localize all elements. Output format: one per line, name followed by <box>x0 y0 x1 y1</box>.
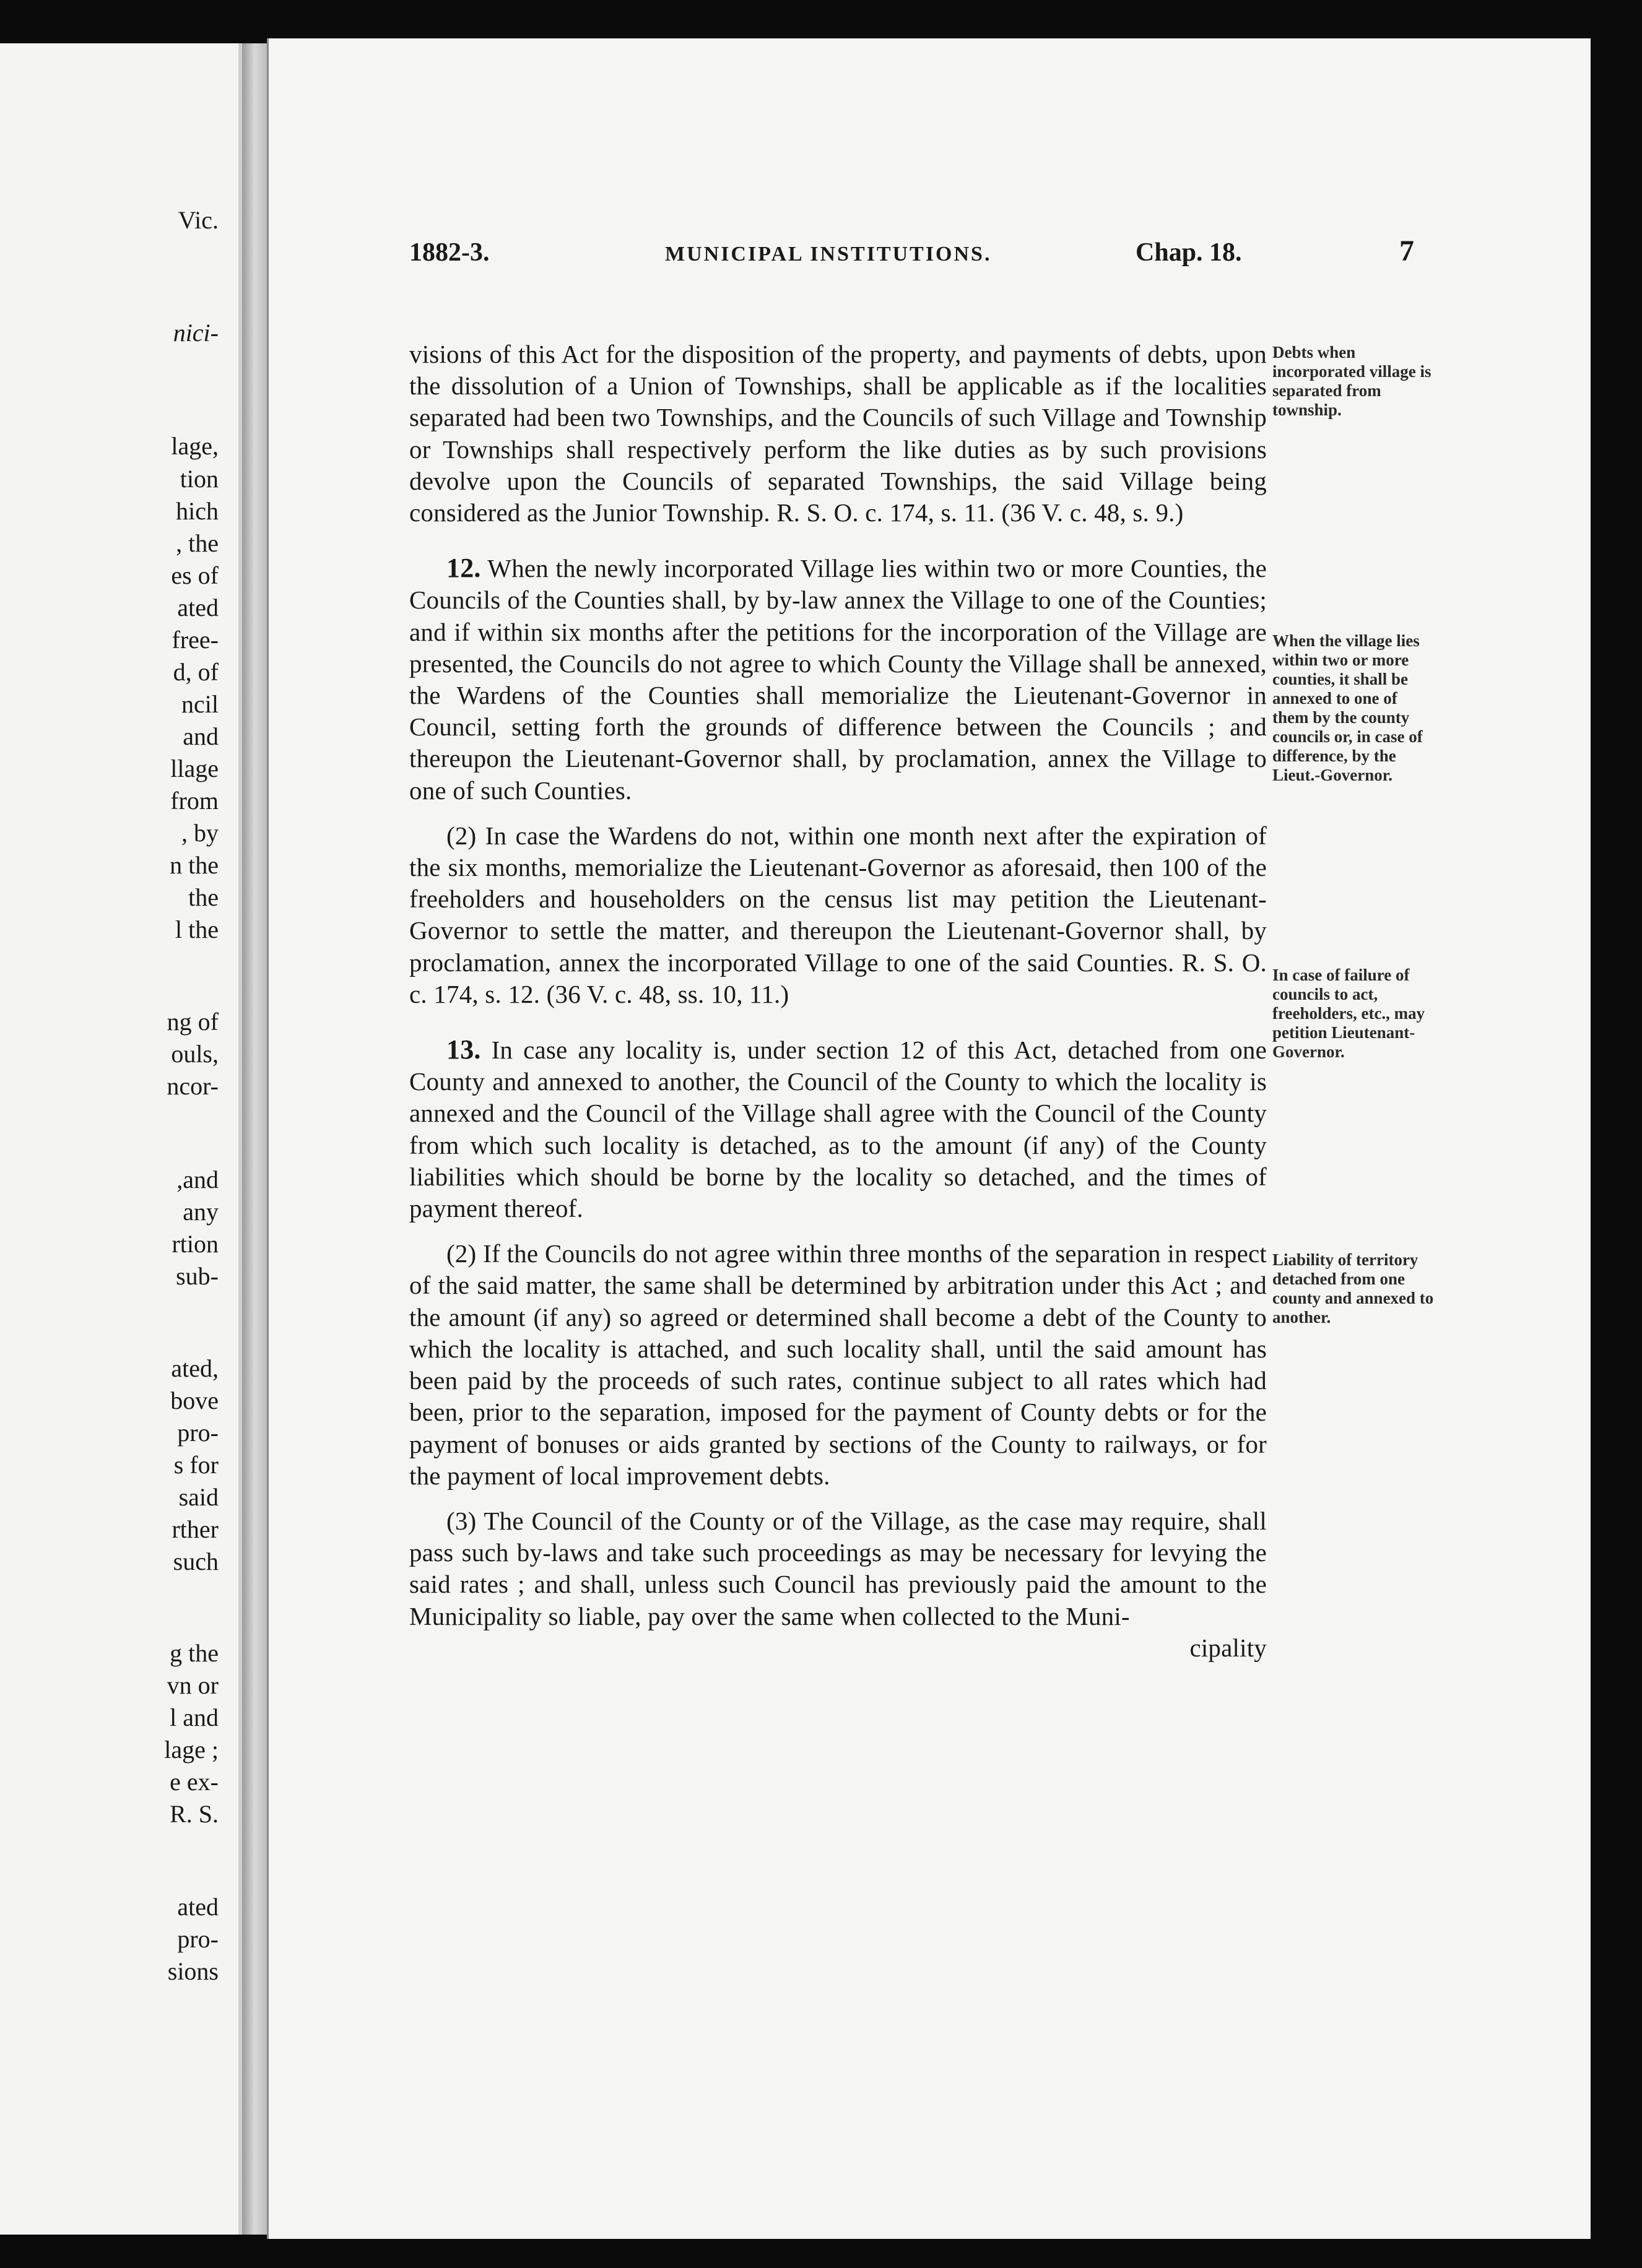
left-page-text-fragment: l and <box>170 1703 219 1731</box>
section-text: In case any locality is, under section 12 of this Act, detached from one County and annexed to another, the Council of the County to which the locality is annexed and the Council of the Village shall agree with the Council of the County from which such locality is detached, as to the amount (if any) of the County liabilities which should be borne by the locality so detached, and the times of payment thereof. <box>409 1036 1267 1223</box>
left-page-text-fragment: such <box>173 1547 219 1575</box>
left-page-text-fragment: , the <box>176 529 219 557</box>
section-13-subsection-3: (3) The Council of the County or of the Village, as the case may require, shall pass such by-laws and take such proceedings as may be necessary for levying the said rates ; and shall, unless such Council has previously paid the amount to the Municipality so liable, pay over the same when collected to the Muni- <box>409 1506 1267 1630</box>
catchword: cipality <box>1189 1633 1267 1662</box>
left-page-text-fragment: hich <box>176 497 219 525</box>
left-page-text-fragment: pro- <box>177 1419 219 1447</box>
left-page-text-fragment: pro- <box>177 1925 219 1953</box>
left-page-text-fragment: es of <box>171 561 219 589</box>
left-page-text-fragment: ouls, <box>171 1040 219 1068</box>
left-page-text-fragment: nici- <box>173 319 219 347</box>
section-text: When the newly incorporated Village lies within two or more Counties, the Councils of the Counties shall, by by-law annex the Village to one of the Counties; and if within six months after the petitions for the incorporation of the Village are presented, the Councils do not agree to which County the Village shall be annexed, the Wardens of the Counties shall memorialize the Lieutenant-Governor in Council, setting forth the grounds of difference between the Councils ; and thereupon the Lieutenant-Governor shall, by proclamation, annex the Village to one of such Counties. <box>409 554 1267 805</box>
header-year: 1882-3. <box>409 238 490 267</box>
paragraph-continued: visions of this Act for the disposition of the property, and payments of debts, upon the dissolution of a Union of Townships, shall be applicable as if the localities separated had been two Townships, and the Councils of such Village and Township or Townships shall respectively perform the like duties as by such provisions devolve upon the Councils of separated Townships, the said Village being considered as the Junior Township. R. S. O. c. 174, s. 11. (36 V. c. 48, s. 9.) <box>409 340 1267 527</box>
section-number: 13. <box>446 1034 481 1065</box>
left-page-text-fragment: R. S. <box>170 1800 219 1828</box>
left-page-text-fragment: tion <box>180 465 219 493</box>
left-page-text-fragment: ncil <box>181 690 219 718</box>
left-page-text-fragment: free- <box>172 626 219 654</box>
left-page-text-fragment: lage, <box>171 432 219 460</box>
margin-note: Liability of territory detached from one county and annexed to another. <box>1272 1250 1434 1327</box>
book-gutter <box>242 43 267 2235</box>
header-title: MUNICIPAL INSTITUTIONS. <box>665 243 992 266</box>
header-chapter: Chap. 18. <box>1136 238 1242 267</box>
left-page-text-fragment: rtion <box>172 1230 219 1258</box>
left-page-text-fragment: ated <box>177 1893 219 1921</box>
margin-note: When the village lies within two or more counties, it shall be annexed to one of them by the county councils or, in case of difference, by the Lieut.-Governor. <box>1272 631 1423 784</box>
left-page-text-fragment: d, of <box>173 658 219 686</box>
section-number: 12. <box>446 553 481 584</box>
page-number: 7 <box>1399 235 1414 267</box>
left-page-text-fragment: bove <box>170 1387 219 1414</box>
left-page-text-fragment: n the <box>170 851 219 879</box>
margin-note: Debts when incorporated village is separated from township. <box>1272 343 1431 419</box>
left-page-text-fragment: said <box>178 1483 219 1511</box>
left-page-text-fragment: s for <box>173 1451 219 1479</box>
body-text <box>409 339 1267 1664</box>
left-page-text-fragment: from <box>170 787 219 815</box>
left-page-text-fragment: sions <box>167 1957 219 1985</box>
left-page-text-fragment: llage <box>170 755 219 782</box>
left-page-text-fragment: lage ; <box>164 1736 219 1764</box>
left-page-text-fragment: any <box>183 1198 219 1226</box>
section-13 <box>409 1034 1267 1224</box>
previous-page-fragment <box>0 43 242 2235</box>
page <box>267 38 1591 2239</box>
margin-note: In case of failure of councils to act, freeholders, etc., may petition Lieutenant-Governor. <box>1272 966 1425 1061</box>
left-page-text-fragment: ng of <box>167 1008 219 1036</box>
left-page-text-fragment: Vic. <box>178 206 219 234</box>
section-12-subsection-2: (2) In case the Wardens do not, within one month next after the expiration of the six months, memorialize the Lieutenant-Governor as aforesaid, then 100 of the freeholders and householders on the census list may petition the Lieutenant-Governor to settle the matter, and thereupon the Lieutenant-Governor shall, by proclamation, annex the incorporated Village to one of the said Counties. R. S. O. c. 174, s. 12. (36 V. c. 48, ss. 10, 11.) <box>409 821 1267 1008</box>
left-page-text-fragment: the <box>188 883 219 911</box>
left-page-text-fragment: ated <box>177 594 219 621</box>
section-13-subsection-2: (2) If the Councils do not agree within three months of the separation in respect of the said matter, the same shall be determined by arbitration under this Act ; and the amount (if any) so agreed or determined shall become a debt of the County to which the locality is attached, and such locality shall, until the said amount has been paid by the proceeds of such rates, continue subject to all rates which had been, prior to the separation, imposed for the payment of County debts or for the payment of bonuses or aids granted by sections of the County to railways, or for the payment of local improvement debts. <box>409 1239 1267 1490</box>
left-page-text-fragment: , by <box>181 819 219 847</box>
left-page-text-fragment: ,and <box>176 1166 219 1193</box>
left-page-text-fragment: e ex- <box>170 1768 219 1796</box>
section-12 <box>409 552 1267 807</box>
left-page-text-fragment: l the <box>175 915 219 943</box>
left-page-text-fragment: ncor- <box>167 1072 219 1100</box>
left-page-text-fragment: ated, <box>171 1354 219 1382</box>
left-page-text-fragment: g the <box>170 1639 219 1667</box>
left-page-text-fragment: rther <box>172 1515 219 1543</box>
left-page-text-fragment: sub- <box>176 1262 219 1290</box>
left-page-text-fragment: and <box>183 722 219 750</box>
left-page-text-fragment: vn or <box>167 1671 219 1699</box>
